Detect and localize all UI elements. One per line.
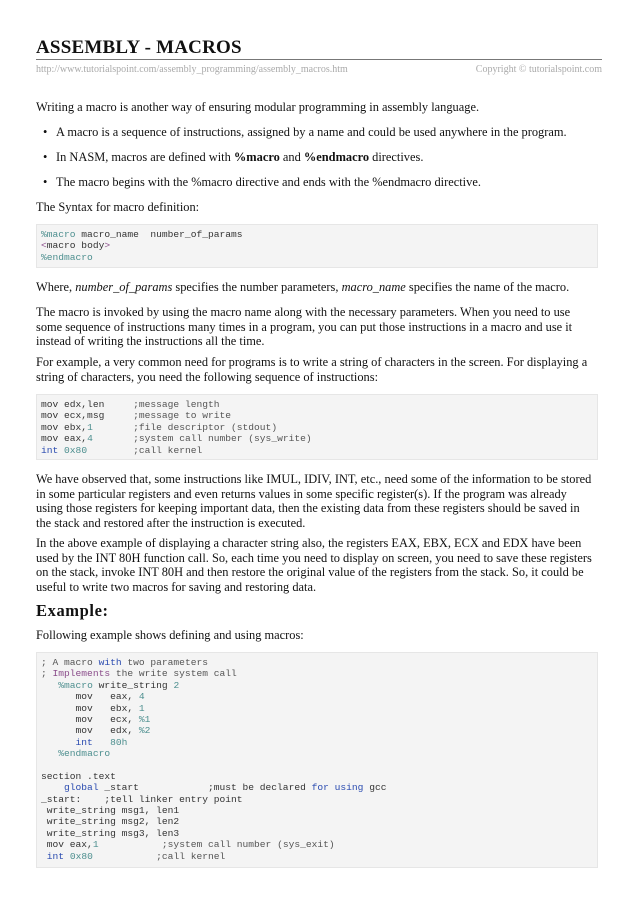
code-line: ; Implements the write system call <box>41 668 237 680</box>
page-title: ASSEMBLY - MACROS <box>36 37 242 58</box>
instructions-code-block <box>36 394 598 460</box>
code-line: mov eax,4 ;system call number (sys_write) <box>41 433 312 445</box>
code-line: mov eax, 4 <box>41 691 145 703</box>
code-line: write_string msg1, len1 <box>41 805 180 817</box>
example-code-block <box>36 652 598 868</box>
code-line: ; A macro with two parameters <box>41 657 208 668</box>
code-line: _start: ;tell linker entry point <box>41 793 243 805</box>
bullet-item-3: • The macro begins with the %macro directive and ends with the %endmacro directive. <box>56 175 481 190</box>
code-line: write_string msg3, len3 <box>41 827 180 839</box>
example-heading: Example: <box>36 601 109 620</box>
code-line: mov ecx,msg ;message to write <box>41 410 231 422</box>
macro-directive: %macro <box>233 150 280 164</box>
code-line: int 0x80 ;call kernel <box>41 444 203 456</box>
code-line: <macro body> <box>41 240 111 252</box>
code-line-blank <box>41 760 597 771</box>
intro-paragraph: Writing a macro is another way of ensuring modular programming in assembly language. <box>36 100 480 114</box>
bullet-item-1: • A macro is a sequence of instructions, assigned by a name and could be used anywhere in the program. <box>56 125 567 140</box>
syntax-intro: The Syntax for macro definition: <box>36 200 200 214</box>
code-line: int 0x80 ;call kernel <box>46 850 226 862</box>
bullet-2-text-b: and <box>279 150 304 164</box>
code-line: %macro write_string 2 <box>58 679 180 691</box>
code-line: %endmacro <box>41 251 93 263</box>
code-line: mov edx, %2 <box>41 725 151 737</box>
bullet-item-2 <box>56 150 423 165</box>
code-line: write_string msg2, len2 <box>41 816 180 828</box>
code-line: mov ebx,1 ;file descriptor (stdout) <box>41 421 278 433</box>
source-url[interactable]: http://www.tutorialspoint.com/assembly_programming/assembly_macros.htm <box>36 64 348 75</box>
example-intro: Following example shows defining and using macros: <box>36 628 304 642</box>
syntax-code-block <box>36 224 598 268</box>
code-line: int 80h <box>75 736 128 748</box>
above-paragraph: In the above example of displaying a character string also, the registers EAX, EBX, ECX and EDX have been used by the INT 80H function call. So, each time you need to display on screen, you need to save these registers on the stack, invoke INT 80H and then restore the original value of the registers from the stack. So, it could be useful to write two macros for saving and restoring data. <box>36 536 592 594</box>
bullet-2-text-c: directives. <box>369 150 424 164</box>
code-line: mov ebx, 1 <box>41 702 145 714</box>
bullet-2-text-a: In NASM, macros are defined with <box>56 150 234 164</box>
code-line: %endmacro <box>58 748 111 760</box>
code-line: global _start ;must be declared for using gcc <box>64 782 387 794</box>
example-paragraph: For example, a very common need for programs is to write a string of characters in the screen. For displaying a string of characters, you need the following sequence of instructions: <box>36 355 588 384</box>
where-paragraph: Where, number_of_params specifies the number parameters, macro_name specifies the name of the macro. <box>36 280 570 294</box>
observed-paragraph: We have observed that, some instructions like IMUL, IDIV, INT, etc., need some of the information to be stored in some particular registers and even returns values in some specific register(s). If the program was already using those registers for keeping important data, then the existing data from these registers should be saved in the stack and restored after the instruction is executed. <box>36 472 592 530</box>
copyright-notice: Copyright © tutorialspoint.com <box>475 64 602 75</box>
code-line: mov edx,len ;message length <box>41 399 220 410</box>
code-line: mov eax,1 ;system call number (sys_exit) <box>41 839 335 851</box>
code-line: %macro macro_name number_of_params <box>41 229 243 240</box>
header-divider <box>36 59 602 60</box>
endmacro-directive: %endmacro <box>303 150 370 164</box>
code-line: mov ecx, %1 <box>41 713 151 725</box>
invoke-paragraph: The macro is invoked by using the macro name along with the necessary parameters. When you need to use some sequence of instructions many times in a program, you can put those instructions in a macro and use it instead of writing the instructions all the time. <box>36 305 573 349</box>
code-line: section .text <box>41 770 116 782</box>
